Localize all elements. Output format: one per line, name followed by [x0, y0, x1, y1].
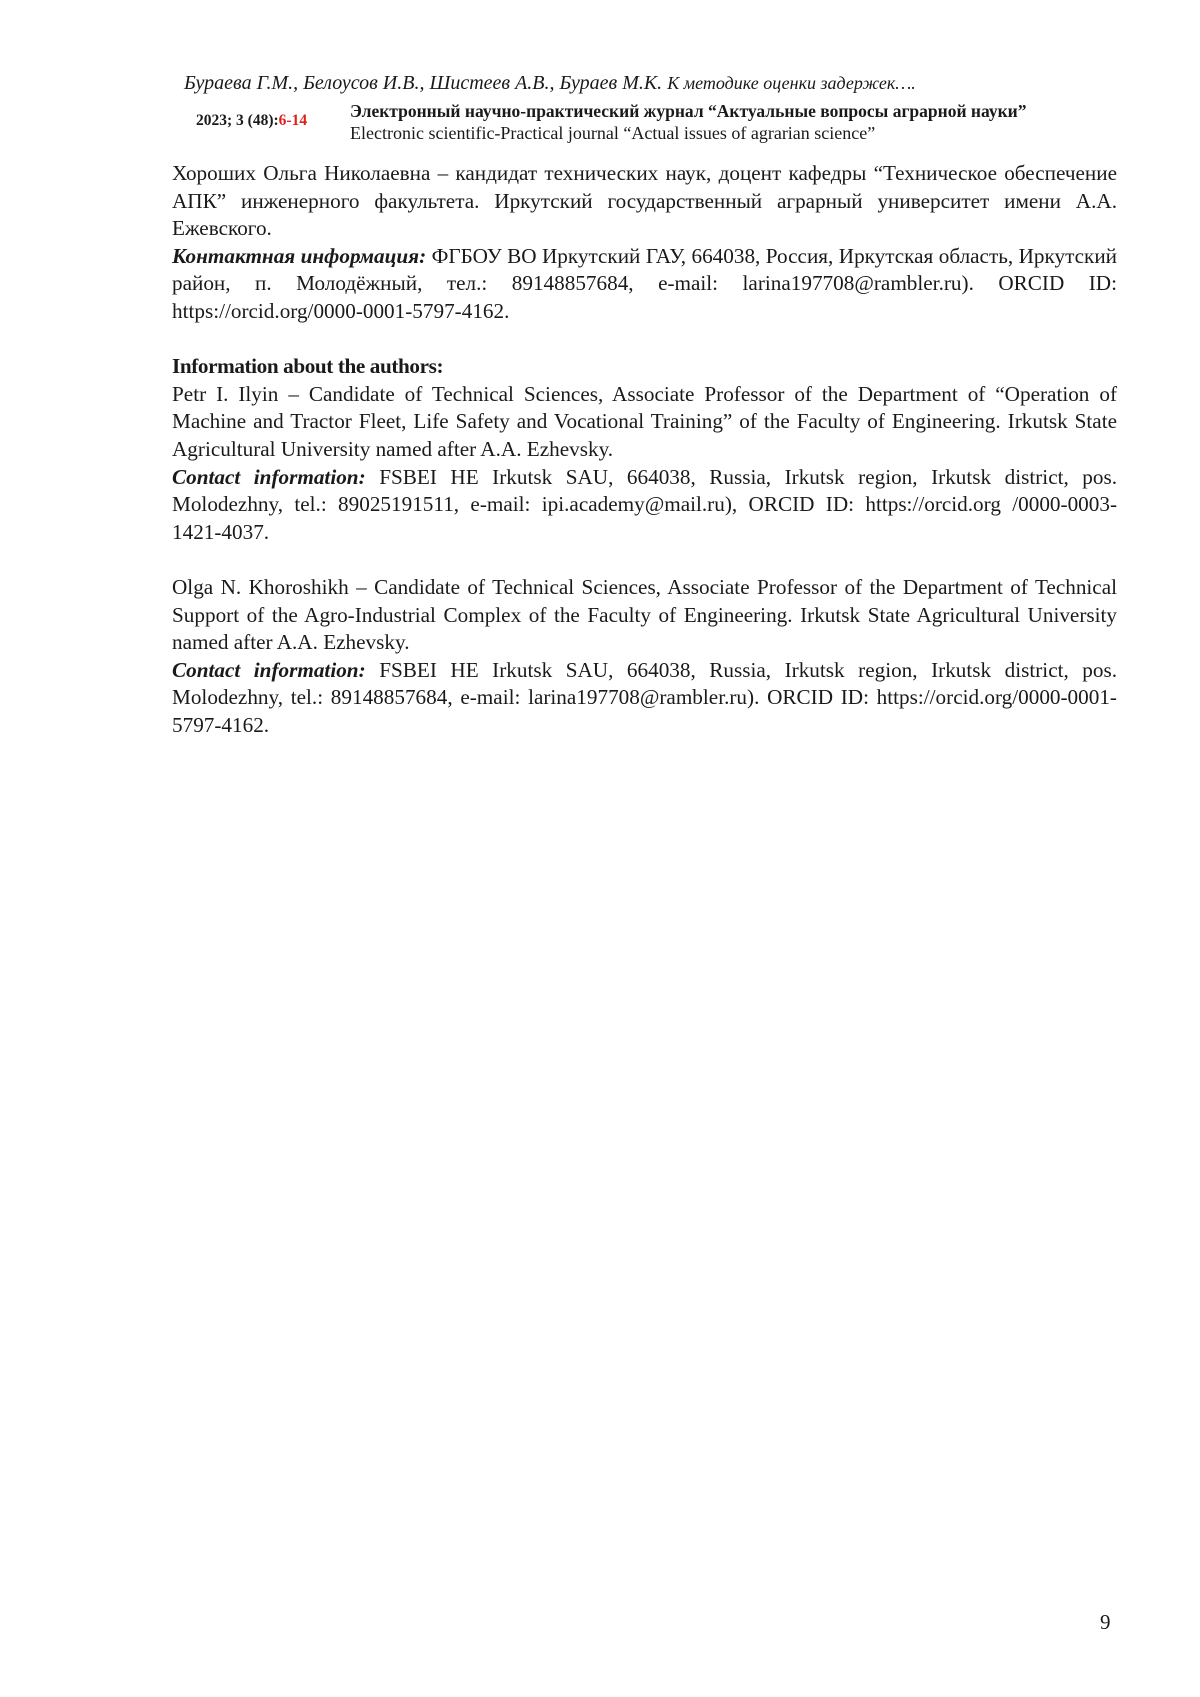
ru-author-bio: Хороших Ольга Николаевна – кандидат технических наук, доцент кафедры “Техническое обеспечение АПК” инженерного факультета. Иркутский государственный аграрный университет имени А.А. Ежевского.	[172, 161, 1117, 241]
contact-text: FSBEI HE Irkutsk SAU, 664038, Russia, Irkutsk region, Irkutsk district, pos. Molodezhny, tel.: 89148857684, e-mail: larina197708@rambler.ru). ORCID ID: https://orcid.org/0000-0001-5797-4162.	[172, 657, 1118, 737]
issue-info	[196, 112, 307, 130]
header-authors: Бураева Г.М., Белоусов И.В., Шистеев А.В., Бураев М.К.	[184, 72, 663, 94]
contact-text: ФГБОУ ВО Иркутский ГАУ, 664038, Россия, Иркутская область, Иркутский район, п. Молодёжный, тел.: 89148857684, e-mail: larina197708@rambler.ru). ORCID ID: https://orcid.org/0000-0001-5797-4162.	[172, 243, 1117, 323]
issue-number: 2023; 3 (48):	[196, 112, 279, 129]
contact-label: Contact information:	[172, 657, 366, 682]
journal-title-ru: Электронный научно-практический журнал “Актуальные вопросы аграрной науки”	[350, 101, 1027, 121]
en-author-bio: Olga N. Khoroshikh – Candidate of Technical Sciences, Associate Professor of the Department of Technical Support of the Agro-Industrial Complex of the Faculty of Engineering. Irkutsk State Agricultural University named after A.A. Ezhevsky.	[172, 574, 1117, 655]
contact-text: FSBEI HE Irkutsk SAU, 664038, Russia, Irkutsk region, Irkutsk district, pos. Molodezhny, tel.: 89025191511, e-mail: ipi.academy@mail.ru), ORCID ID: https://orcid.org /0000-0003-1421-4037.	[172, 464, 1118, 544]
contact-label: Contact information:	[172, 464, 366, 489]
author-information	[172, 160, 1117, 739]
journal-title-en: Electronic scientific-Practical journal “Actual issues of agrarian science”	[350, 123, 876, 143]
en-author-bio: Petr I. Ilyin – Candidate of Technical Sciences, Associate Professor of the Department of “Operation of Machine and Tractor Fleet, Life Safety and Vocational Training” of the Faculty of Engineering. Irkutsk State Agricultural University named after A.A. Ezhevsky.	[172, 381, 1117, 461]
contact-label: Контактная информация:	[172, 243, 427, 268]
page-range: 6-14	[278, 112, 308, 129]
header-article-title: К методике оценки задержек….	[667, 73, 916, 93]
section-heading: Information about the authors:	[172, 354, 444, 379]
en-author-contact	[172, 464, 1117, 547]
page-number: 9	[1100, 1610, 1111, 1634]
paragraph-gap	[172, 326, 1117, 354]
running-header-authors	[184, 72, 1084, 95]
paragraph-gap	[172, 546, 1117, 574]
en-author-contact	[172, 657, 1117, 740]
ru-author-contact	[172, 243, 1117, 326]
